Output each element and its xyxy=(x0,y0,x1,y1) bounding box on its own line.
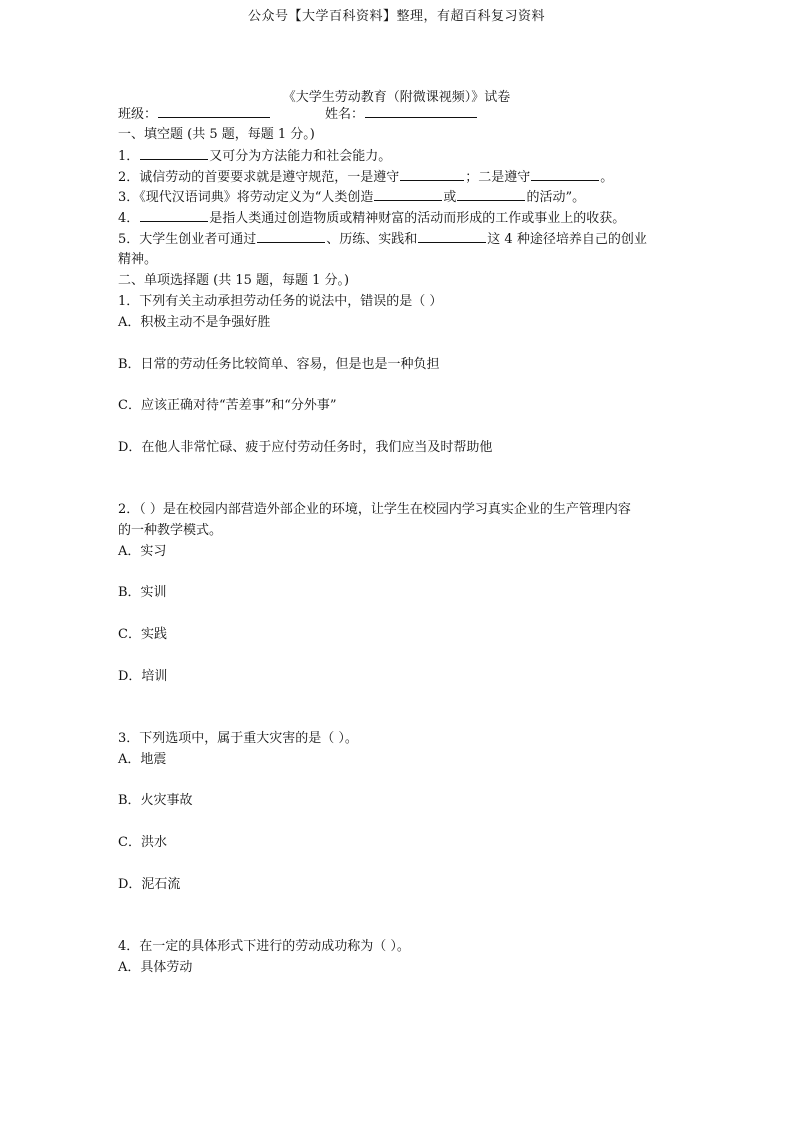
fill-question-3: 3．《现代汉语词典》将劳动定义为“人类创造 或 的活动”。 xyxy=(118,187,688,208)
name-label: 姓名： xyxy=(325,107,365,122)
exam-title: 《大学生劳动教育（附微课视频）》试卷 xyxy=(282,90,511,105)
answer-blank[interactable] xyxy=(531,167,599,181)
page-header: 公众号【大学百科资料】整理，有超百科复习资料 xyxy=(247,9,545,24)
answer-blank[interactable] xyxy=(257,229,325,243)
option-d[interactable]: D．在他人非常忙碌、疲于应付劳动任务时，我们应当及时帮助他 xyxy=(118,440,493,455)
option-d[interactable]: D．泥石流 xyxy=(118,877,181,892)
option-c[interactable]: C．应该正确对待“苦差事”和“分外事” xyxy=(118,398,337,413)
option-c[interactable]: C．洪水 xyxy=(118,835,167,850)
fill-question-1: 1． 又可分为方法能力和社会能力。 xyxy=(118,146,688,167)
option-b[interactable]: B．火灾事故 xyxy=(118,793,193,808)
question-stem: 2．（ ）是在校园内部营造外部企业的环境，让学生在校园内学习真实企业的生产管理内容 xyxy=(118,502,631,517)
fill-question-5-cont: 精神。 xyxy=(118,252,158,267)
option-a[interactable]: A．地震 xyxy=(118,752,167,767)
answer-blank[interactable] xyxy=(400,167,464,181)
question-stem: 1．下列有关主动承担劳动任务的说法中，错误的是（ ） xyxy=(118,294,443,309)
question-stem: 4．在一定的具体形式下进行的劳动成功称为（ ）。 xyxy=(118,939,410,954)
option-a[interactable]: A．实习 xyxy=(118,544,167,559)
option-a[interactable]: A．积极主动不是争强好胜 xyxy=(118,315,271,330)
option-b[interactable]: B．日常的劳动任务比较简单、容易，但是也是一种负担 xyxy=(118,357,440,372)
option-d[interactable]: D．培训 xyxy=(118,669,168,684)
name-blank[interactable] xyxy=(365,104,477,118)
class-label: 班级： xyxy=(118,107,158,122)
class-name-row xyxy=(118,104,688,125)
fill-question-5: 5．大学生创业者可通过 、历练、实践和 这 4 种途径培养自己的创业 xyxy=(118,229,688,250)
option-a[interactable]: A．具体劳动 xyxy=(118,960,193,975)
section1-heading: 一、填空题 (共 5 题，每题 1 分。) xyxy=(118,127,315,142)
answer-blank[interactable] xyxy=(140,146,208,160)
fill-question-2: 2．诚信劳动的首要要求就是遵守规范，一是遵守 ；二是遵守 。 xyxy=(118,167,688,188)
answer-blank[interactable] xyxy=(457,187,525,201)
answer-blank[interactable] xyxy=(140,208,208,222)
option-b[interactable]: B．实训 xyxy=(118,585,167,600)
question-stem: 3．下列选项中，属于重大灾害的是（ ）。 xyxy=(118,731,358,746)
class-blank[interactable] xyxy=(158,104,270,118)
answer-blank[interactable] xyxy=(374,187,442,201)
answer-blank[interactable] xyxy=(418,229,486,243)
question-stem-cont: 的一种教学模式。 xyxy=(118,523,223,538)
section2-heading: 二、单项选择题 (共 15 题，每题 1 分。) xyxy=(118,273,350,288)
option-c[interactable]: C．实践 xyxy=(118,627,167,642)
fill-question-4: 4． 是指人类通过创造物质或精神财富的活动而形成的工作或事业上的收获。 xyxy=(118,208,688,229)
